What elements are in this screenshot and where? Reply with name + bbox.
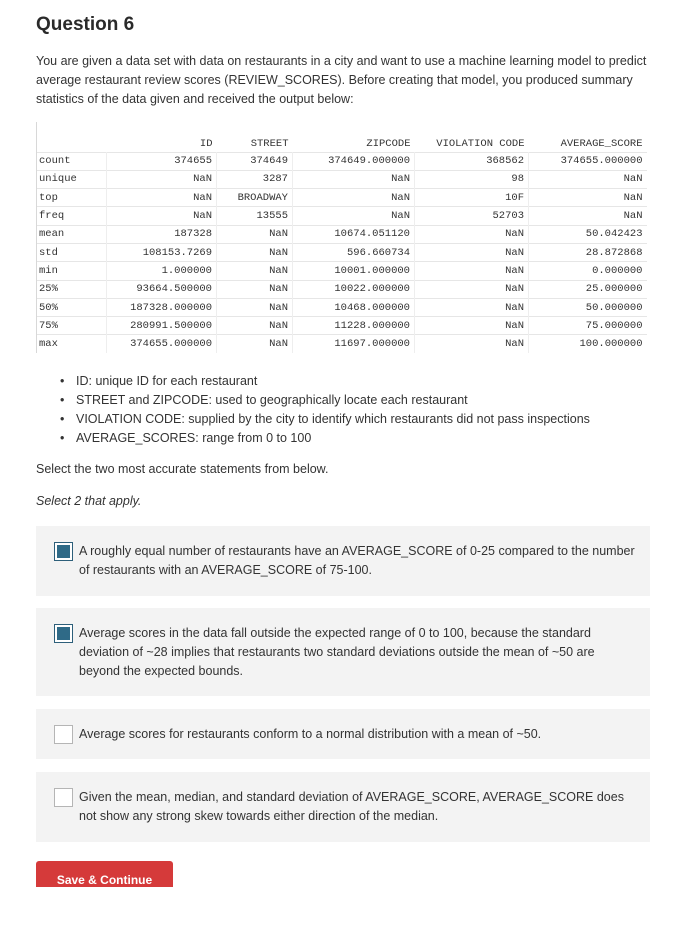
stats-cell: NaN	[293, 170, 415, 188]
summary-statistics-table	[36, 122, 650, 360]
stats-cell: 10674.051120	[293, 225, 415, 243]
stats-cell: NaN	[293, 189, 415, 207]
answer-option-2[interactable]	[36, 608, 650, 696]
option-label: Average scores for restaurants conform to a normal distribution with a mean of ~50.	[79, 727, 542, 741]
answer-option-3[interactable]	[36, 709, 650, 759]
stats-cell: 11228.000000	[293, 317, 415, 335]
stats-cell: 25.000000	[529, 280, 647, 298]
option-checkbox[interactable]	[54, 542, 73, 561]
option-checkbox[interactable]	[54, 788, 73, 807]
stats-cell: 187328.000000	[107, 298, 217, 316]
stats-cell: 3287	[217, 170, 293, 188]
stats-cell: 11697.000000	[293, 335, 415, 353]
stats-column-header: VIOLATION CODE	[436, 137, 525, 150]
stats-cell: NaN	[107, 170, 217, 188]
stats-cell: BROADWAY	[217, 189, 293, 207]
stats-cell: 374649.000000	[293, 152, 415, 170]
description-item: • ID: unique ID for each restaurant	[56, 372, 590, 391]
stats-cell: NaN	[415, 317, 529, 335]
description-item: • STREET and ZIPCODE: used to geographically locate each restaurant	[56, 391, 590, 410]
stats-row-min	[37, 262, 647, 280]
stats-cell: NaN	[217, 317, 293, 335]
stats-row-label: top	[37, 189, 107, 207]
stats-cell: 374655.000000	[529, 152, 647, 170]
stats-cell: 596.660734	[293, 243, 415, 261]
stats-corner-cell	[37, 122, 107, 152]
stats-cell: 13555	[217, 207, 293, 225]
selection-hint: Select 2 that apply.	[36, 494, 142, 508]
stats-cell: 98	[415, 170, 529, 188]
stats-row-75pct	[37, 317, 647, 335]
stats-cell: 100.000000	[529, 335, 647, 353]
stats-row-label: 75%	[37, 317, 107, 335]
question-intro: You are given a data set with data on restaurants in a city and want to use a machine learning model to predict average restaurant review scores (REVIEW_SCORES). Before creating that model, you produced summary statistics of the data given and received the output below:	[36, 54, 647, 106]
stats-cell: NaN	[293, 207, 415, 225]
stats-cell: 10022.000000	[293, 280, 415, 298]
stats-row-max	[37, 335, 647, 353]
stats-cell: NaN	[415, 225, 529, 243]
stats-row-50pct	[37, 298, 647, 316]
stats-row-top	[37, 189, 647, 207]
stats-row-count	[37, 152, 647, 170]
stats-cell: NaN	[217, 262, 293, 280]
stats-column-header: ID	[199, 137, 213, 150]
stats-cell: 368562	[415, 152, 529, 170]
option-checkbox[interactable]	[54, 725, 73, 744]
stats-cell: NaN	[415, 243, 529, 261]
stats-cell: NaN	[217, 243, 293, 261]
stats-row-label: std	[37, 243, 107, 261]
stats-cell: NaN	[415, 335, 529, 353]
stats-row-unique	[37, 170, 647, 188]
stats-cell: NaN	[415, 262, 529, 280]
selection-prompt: Select the two most accurate statements from below.	[36, 462, 329, 476]
stats-cell: 280991.500000	[107, 317, 217, 335]
stats-row-label: 25%	[37, 280, 107, 298]
option-label: Given the mean, median, and standard deviation of AVERAGE_SCORE, AVERAGE_SCORE does not show any strong skew towards either direction of the median.	[79, 790, 624, 823]
stats-column-header: STREET	[250, 137, 289, 150]
stats-cell: 108153.7269	[107, 243, 217, 261]
stats-cell: NaN	[529, 189, 647, 207]
stats-cell: 52703	[415, 207, 529, 225]
stats-cell: NaN	[217, 225, 293, 243]
stats-table	[36, 122, 647, 353]
stats-cell: NaN	[217, 335, 293, 353]
stats-cell: 374649	[217, 152, 293, 170]
column-descriptions	[56, 372, 590, 448]
stats-cell: 93664.500000	[107, 280, 217, 298]
stats-cell: NaN	[529, 207, 647, 225]
description-item: • VIOLATION CODE: supplied by the city to identify which restaurants did not pass inspections	[56, 410, 590, 429]
stats-cell: 50.000000	[529, 298, 647, 316]
description-item: • AVERAGE_SCORES: range from 0 to 100	[56, 429, 590, 448]
option-label: A roughly equal number of restaurants have an AVERAGE_SCORE of 0-25 compared to the number of restaurants with an AVERAGE_SCORE of 75-100.	[79, 544, 635, 577]
stats-row-label: count	[37, 152, 107, 170]
stats-row-label: freq	[37, 207, 107, 225]
stats-cell: NaN	[415, 298, 529, 316]
stats-cell: NaN	[217, 298, 293, 316]
stats-row-25pct	[37, 280, 647, 298]
stats-cell: 10468.000000	[293, 298, 415, 316]
stats-cell: NaN	[529, 170, 647, 188]
answer-option-1[interactable]	[36, 526, 650, 596]
stats-row-label: unique	[37, 170, 107, 188]
stats-cell: 50.042423	[529, 225, 647, 243]
stats-cell: 10001.000000	[293, 262, 415, 280]
stats-row-freq	[37, 207, 647, 225]
stats-cell: 187328	[107, 225, 217, 243]
stats-cell: 75.000000	[529, 317, 647, 335]
option-checkbox[interactable]	[54, 624, 73, 643]
stats-cell: 374655.000000	[107, 335, 217, 353]
answer-option-4[interactable]	[36, 772, 650, 842]
stats-row-label: 50%	[37, 298, 107, 316]
stats-column-header: ZIPCODE	[366, 137, 411, 150]
stats-cell: NaN	[107, 189, 217, 207]
option-label: Average scores in the data fall outside the expected range of 0 to 100, because the standard deviation of ~28 implies that restaurants two standard deviations outside the mean of ~50 are beyond the expected bounds.	[79, 626, 595, 678]
stats-body	[37, 152, 647, 353]
stats-cell: NaN	[415, 280, 529, 298]
stats-cell: 0.000000	[529, 262, 647, 280]
stats-row-label: mean	[37, 225, 107, 243]
save-continue-button[interactable]: Save & Continue	[36, 861, 173, 887]
stats-cell: 374655	[107, 152, 217, 170]
question-title: Question 6	[36, 14, 135, 35]
stats-row-std	[37, 243, 647, 261]
stats-cell: NaN	[107, 207, 217, 225]
stats-header-row	[37, 122, 647, 152]
stats-cell: NaN	[217, 280, 293, 298]
stats-cell: 28.872868	[529, 243, 647, 261]
stats-row-label: max	[37, 335, 107, 353]
stats-cell: 1.000000	[107, 262, 217, 280]
stats-row-mean	[37, 225, 647, 243]
stats-cell: 10F	[415, 189, 529, 207]
stats-column-header: AVERAGE_SCORE	[560, 137, 643, 150]
stats-row-label: min	[37, 262, 107, 280]
